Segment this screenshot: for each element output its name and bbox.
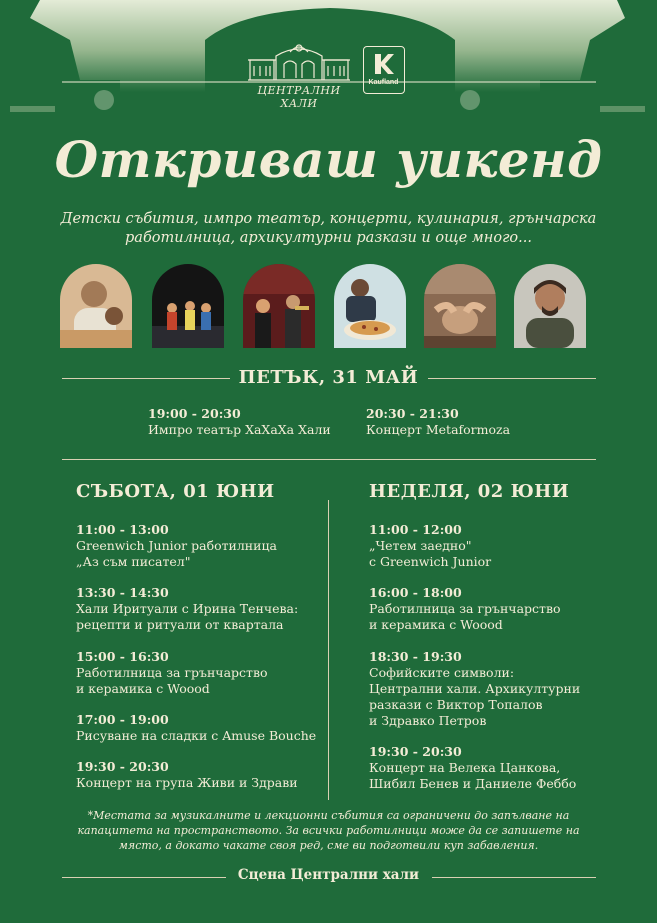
column-divider: [328, 500, 329, 800]
sunday-heading: НЕДЕЛЯ, 02 ЮНИ: [369, 481, 570, 502]
divider: [432, 877, 596, 878]
saturday-event: [76, 522, 277, 570]
kaufland-k-icon: [370, 51, 396, 77]
page-subtitle: Детски събития, импро театър, концерти, кулинария, грънчарска работилница, архикултурни разкази и още много...: [60, 211, 597, 246]
sunday-event: [369, 744, 576, 792]
sunday-event: [369, 585, 561, 633]
kaufland-logo: [363, 46, 405, 94]
improv-theatre-photo: [152, 264, 224, 348]
divider: [428, 378, 596, 379]
saturday-event: [76, 585, 298, 633]
stage-name: Сцена Централни хали: [237, 867, 420, 883]
event-time: 11:00 - 13:00: [76, 522, 169, 537]
kids-writing-photo: [60, 264, 132, 348]
event-description: Софийските символи: Централни хали. Архикултурни разкази с Виктор Топалов и Здравко Петров: [369, 665, 581, 728]
registration-note: *Местата за музикалните и лекционни събития са ограничени до запълване на капацитета на пространството. За всички работилници може да се запишете на място, а докато чакате своя ред, сме ви подготвили куп забавления.: [77, 809, 580, 852]
event-description: Концерт Metaformoza: [366, 422, 511, 437]
event-time: 19:00 - 20:30: [148, 406, 241, 421]
concert-photo: [243, 264, 315, 348]
event-description: Концерт на Велека Цанкова, Шибил Бенев и Даниеле Феббо: [369, 760, 577, 791]
friday-heading: ПЕТЪК, 31 МАЙ: [238, 367, 419, 388]
event-description: Хали Иритуали с Ирина Тенчева: рецепти и ритуали от квартала: [76, 601, 299, 632]
saturday-event: [76, 759, 298, 791]
event-description: Работилница за грънчарство и керамика с Woood: [369, 601, 561, 632]
saturday-heading: СЪБОТА, 01 ЮНИ: [76, 481, 275, 502]
event-time: 15:00 - 16:30: [76, 649, 169, 664]
event-time: 18:30 - 19:30: [369, 649, 462, 664]
event-description: Рисуване на сладки с Amuse Bouche: [76, 728, 317, 743]
event-time: 11:00 - 12:00: [369, 522, 462, 537]
event-time: 13:30 - 14:30: [76, 585, 169, 600]
centralni-hali-logo: [246, 40, 352, 110]
market-hall-building-icon: [246, 40, 352, 84]
saturday-event: [76, 649, 268, 697]
sunday-event: [369, 649, 580, 729]
event-time: 19:30 - 20:30: [369, 744, 462, 759]
photo-strip: [60, 264, 600, 350]
event-description: Greenwich Junior работилница „Аз съм писател": [76, 538, 277, 569]
event-description: „Четем заедно" с Greenwich Junior: [369, 538, 492, 569]
page-title: Откриваш уикенд: [54, 130, 603, 189]
saturday-event: [76, 712, 316, 744]
pottery-photo: [424, 264, 496, 348]
event-time: 19:30 - 20:30: [76, 759, 169, 774]
speaker-portrait-photo: [514, 264, 586, 348]
event-description: Импро театър ХаХаХа Хали: [148, 422, 331, 437]
event-time: 16:00 - 18:00: [369, 585, 462, 600]
sunday-event: [369, 522, 491, 570]
cooking-photo: [334, 264, 406, 348]
divider: [62, 459, 596, 460]
kaufland-name: Kaufland: [368, 79, 399, 86]
logo-caption: ЦЕНТРАЛНИ ХАЛИ: [257, 84, 341, 110]
event-time: 20:30 - 21:30: [366, 406, 459, 421]
event-description: Работилница за грънчарство и керамика с Woood: [76, 665, 268, 696]
event-description: Концерт на група Живи и Здрави: [76, 775, 298, 790]
friday-event: [148, 406, 331, 438]
event-time: 17:00 - 19:00: [76, 712, 169, 727]
friday-event: [366, 406, 510, 438]
